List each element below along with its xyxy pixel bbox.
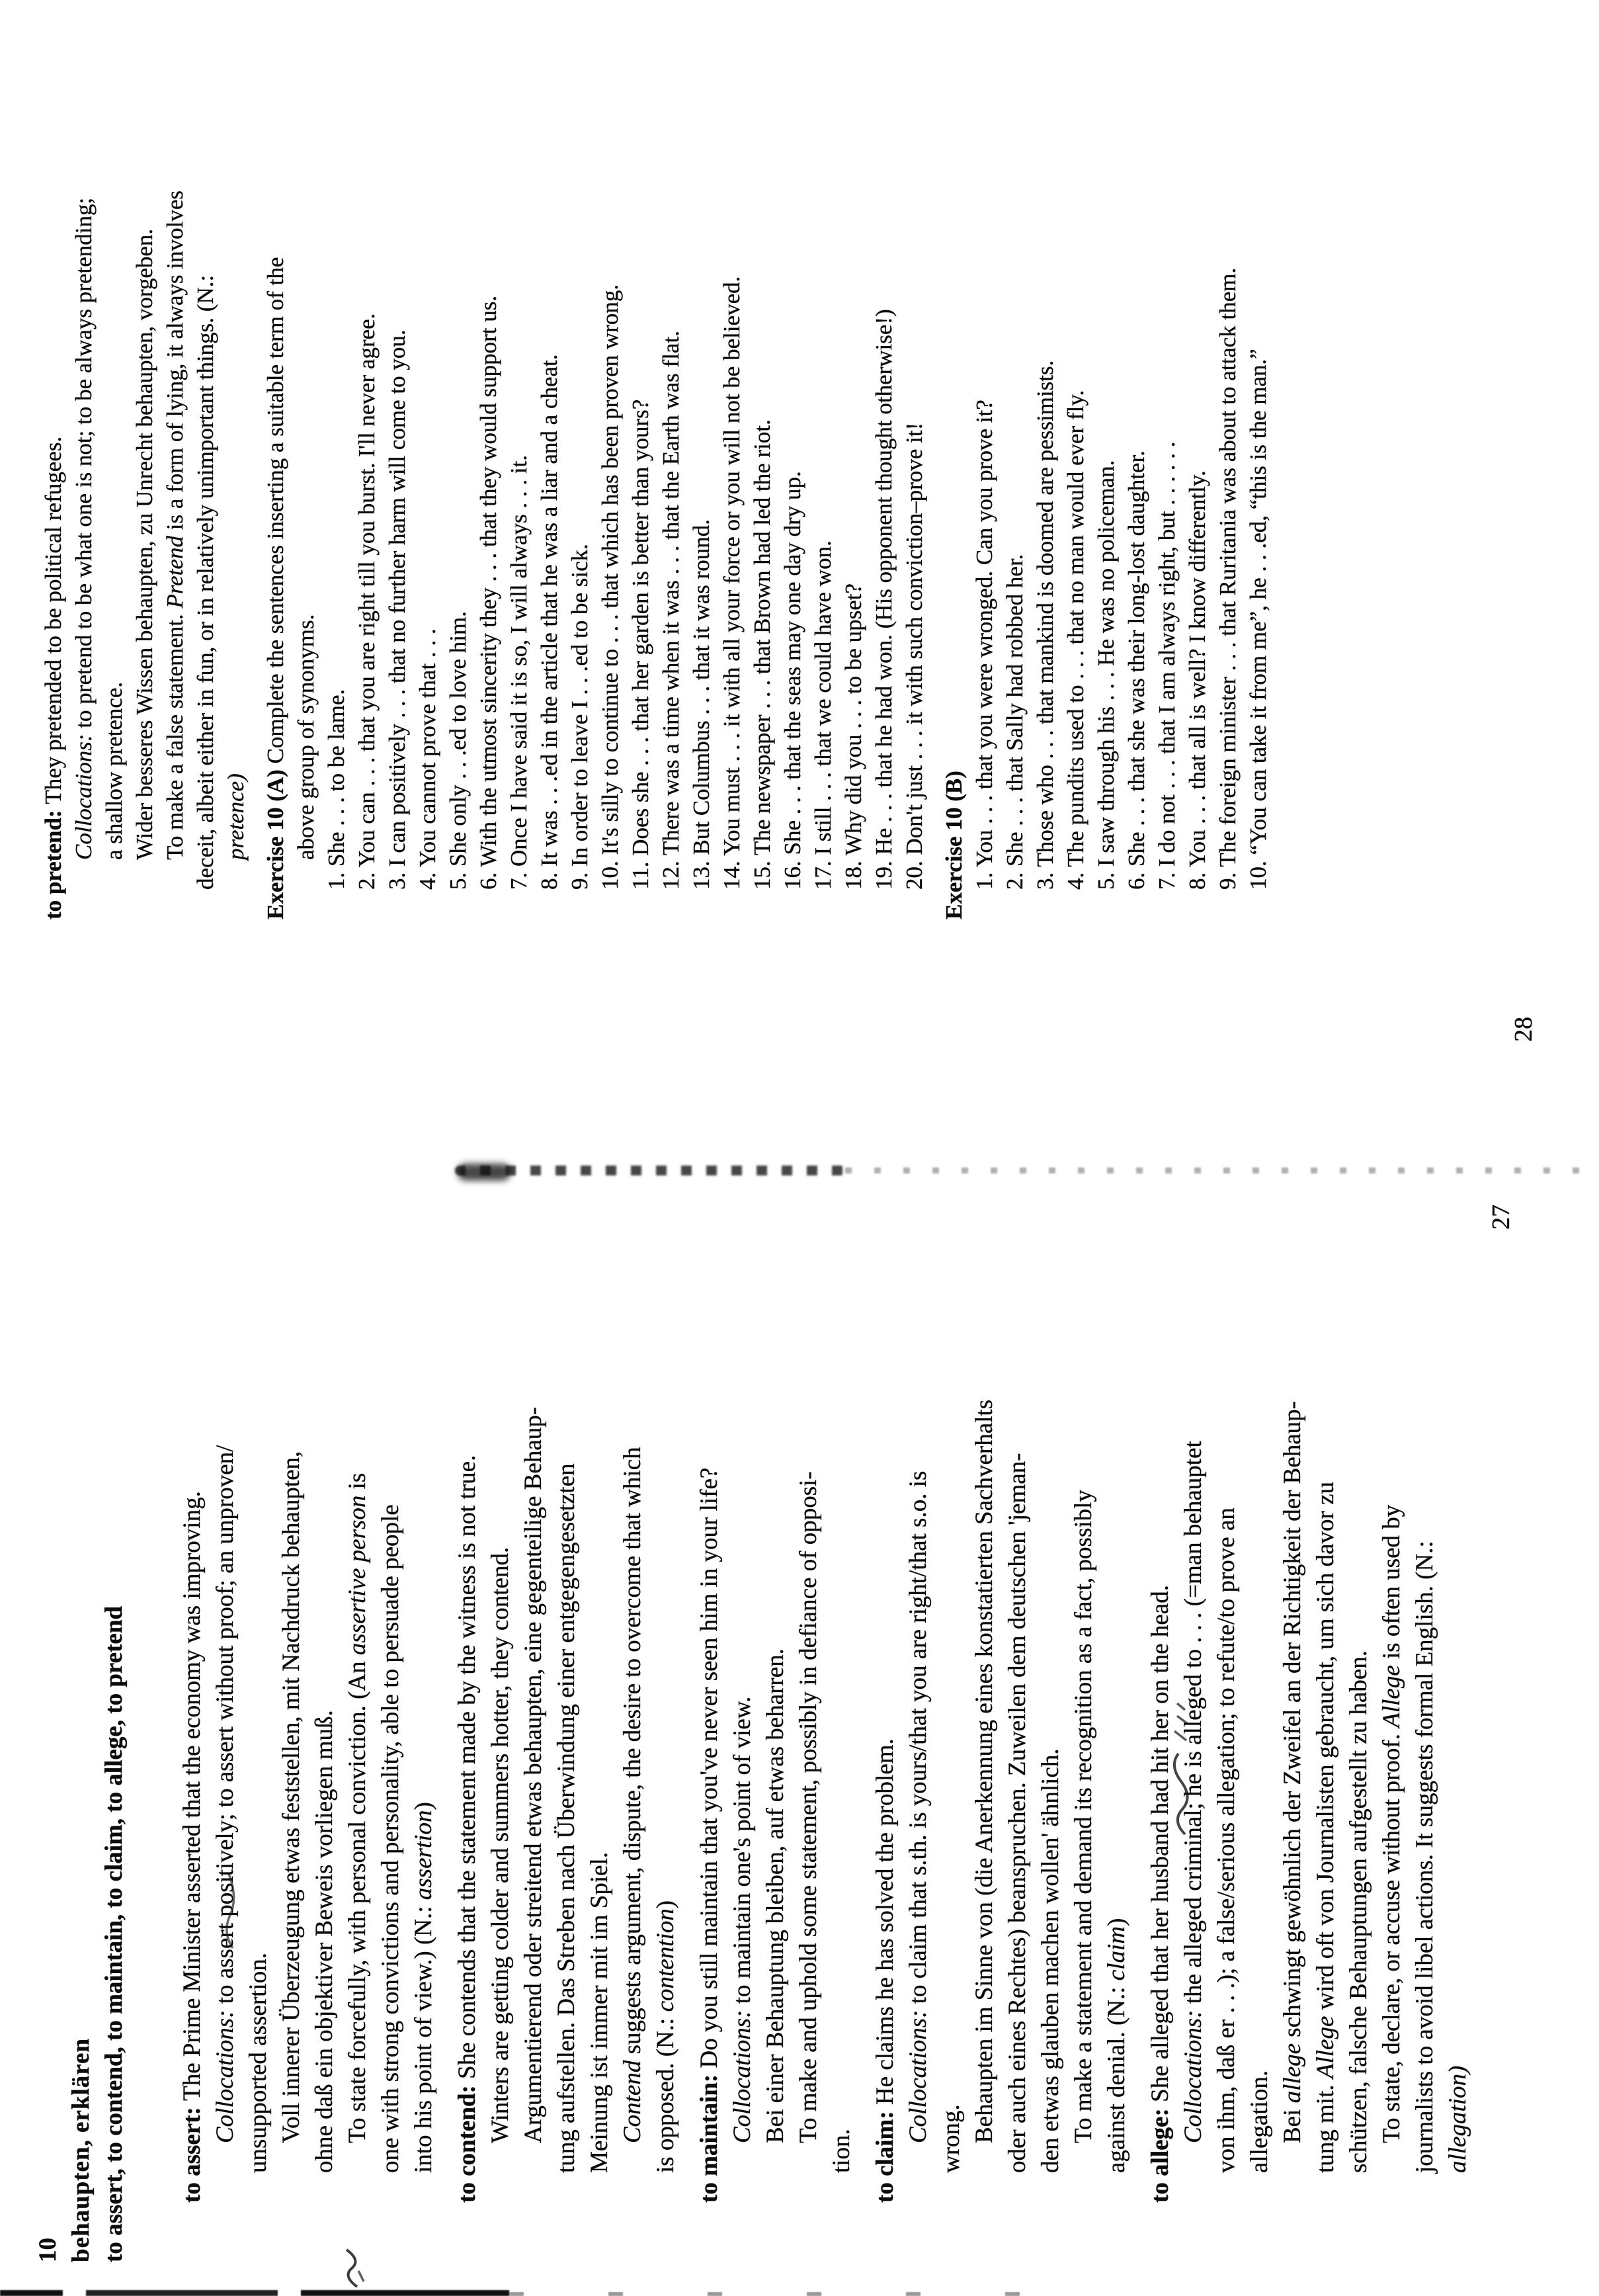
text-line: oder auch eines Rechtes) beanspruchen. Zuweilen dem deutschen 'jeman-: [1004, 1453, 1031, 2173]
gutter-shadow-dashes: [455, 1166, 845, 1175]
exercise-item: 8. You . . . that all is well? I know differently.: [1184, 470, 1210, 890]
exercise-item: 6. With the utmost sincerity they . . . that they would support us.: [475, 295, 501, 890]
page-subtitle: to assert, to contend, to maintain, to claim, to allege, to pretend: [101, 1605, 128, 2262]
exercise-item: 4. The pundits used to . . . that no man would ever fly.: [1063, 390, 1088, 890]
text-line: Collocations: to maintain one's point of view.: [729, 1696, 756, 2143]
text-line: den etwas glauben machen wollen' ähnlich.: [1037, 1748, 1064, 2173]
exercise-item: 15. The newspaper . . . that Brown had led the riot.: [749, 419, 775, 890]
text-line: To make a false statement. Pretend is a form of lying, it always involves: [162, 191, 188, 860]
text-line: To state forcefully, with personal conviction. (An assertive person is: [344, 1472, 371, 2143]
text-line: unsupported assertion.: [245, 1953, 272, 2173]
pen-mark-positively: [220, 1866, 239, 1952]
text-line: tung mit. Allege wird oft von Journalisten gebraucht, um sich davor zu: [1312, 1481, 1339, 2173]
spacer: [131, 1164, 165, 2262]
page-number-27: 27: [1487, 1205, 1515, 1230]
exercise-item: 9. The foreign minister . . . that Ruritania was about to attack them.: [1215, 267, 1241, 890]
exercise-item: 7. Once I have said it is so, I will always . . . it.: [506, 454, 532, 890]
entry-to-pretend: [38, 23, 251, 919]
exercise-item: 8. It was . . .ed in the article that he was a liar and a cheat.: [536, 354, 562, 890]
exercise-item: 2. She . . . that Sally had robbed her.: [1002, 554, 1028, 890]
exercise-item: 6. She . . . that she was their long-lost daughter.: [1124, 450, 1149, 890]
exercise-item: 3. Those who . . . that mankind is doomed are pessimists.: [1032, 360, 1058, 890]
text-line: into his point of view.) (N.: assertion): [410, 1802, 437, 2173]
text-line: Bei allege schwingt gewöhnlich der Zweifel an der Richtigkeit der Behaup-: [1279, 1401, 1306, 2143]
exercise-item: 5. I saw through his . . . He was no policeman.: [1093, 460, 1119, 890]
page-title: behaupten, erklären: [67, 2037, 95, 2262]
text-line: ohne daß ein objektiver Beweis vorliegen muß.: [311, 1710, 338, 2173]
text-line: Collocations: to assert positively; to assert without proof; an unproven/: [212, 1445, 239, 2143]
exercise-item: 1. You . . . that you were wronged. Can you prove it?: [971, 400, 997, 890]
exercise-item: 3. I can positively . . . that no further harm will come to you.: [384, 329, 410, 890]
text-line: To make and uphold some statement, possibly in defiance of opposi-: [795, 1471, 822, 2143]
text-line: one with strong convictions and personality, able to persuade people: [377, 1504, 404, 2173]
exercise-item: 17. I still . . . that we could have won.: [810, 540, 836, 890]
exercise-item: 14. You must . . . it with all your force or you will not be believed.: [719, 276, 745, 890]
text-line: von ihm, daß er . . .); a false/serious allegation; to refute/to prove an: [1213, 1508, 1240, 2173]
text-line: to contend: She contends that the statement made by the witness is not true.: [454, 1455, 481, 2203]
text-line: allegation.: [1246, 2070, 1273, 2173]
exercise-item: 10. It's silly to continue to . . . that which has been proven wrong.: [597, 284, 623, 890]
exercise-item: 5. She only . . .ed to love him.: [445, 611, 471, 890]
page-number-28: 28: [1510, 1017, 1538, 1042]
text-line: above group of synonyms.: [293, 614, 319, 860]
exercise-item: 2. You can . . . that you are right till you burst. I'll never agree.: [354, 313, 380, 890]
chapter-number: 10: [34, 2238, 62, 2262]
text-line: a shallow pretence.: [101, 681, 127, 860]
text-line: allegation): [1444, 2065, 1471, 2173]
entry-to-contend: [451, 1164, 682, 2203]
text-line: Collocations: to pretend to be what one is not; to be always pretending;: [71, 197, 97, 860]
exercise-item: 16. She . . . that the seas may one day dry up.: [780, 471, 805, 890]
exercise-item: 13. But Columbus . . . that it was round.: [688, 519, 714, 890]
text-line: Collocations: to claim that s.th. is yours/that you are right/that s.o. is: [905, 1470, 932, 2143]
exercise-item: 7. I do not . . . that I am always right, but . . . . . .: [1154, 441, 1180, 890]
text-line: Contend suggests argument, dispute, the desire to overcome that which: [619, 1447, 646, 2143]
text-line: to assert: The Prime Minister asserted that the economy was improving.: [179, 1491, 206, 2203]
exercise-item: 1. She . . . to be lame.: [323, 689, 349, 890]
text-line: To state, declare, or accuse without proof. Allege is often used by: [1378, 1504, 1405, 2143]
exercise-heading: Exercise 10 (B): [941, 771, 967, 919]
pen-mark-collocations: [1165, 1681, 1196, 1840]
entry-to-assert: [176, 1164, 440, 2203]
exercise-10b: [939, 23, 1274, 919]
page-28: [38, 23, 1274, 919]
text-line: to pretend: They pretended to be political refugees.: [40, 436, 66, 919]
text-line: pretence): [223, 773, 249, 860]
exercise-item: 18. Why did you . . . to be upset?: [840, 583, 866, 890]
text-line: is opposed. (N.: contention): [652, 1900, 679, 2173]
text-line: to maintain: Do you still maintain that you've never seen him in your life?: [696, 1467, 723, 2203]
exercise-item: 19. He . . . that he had won. (His opponent thought otherwise!): [871, 309, 897, 890]
scan-edge-specks: [509, 2292, 1078, 2296]
text-line: Wider besseres Wissen behaupten, zu Unrecht behaupten, vorgeben.: [132, 228, 157, 860]
page-27: [32, 1164, 1475, 2262]
text-line: Behaupten im Sinne von (die Anerkennung eines konstatierten Sachverhalts: [971, 1399, 998, 2143]
pen-mark-margin: [323, 2225, 369, 2291]
exercise-item: 20. Don't just . . . it with such conviction–prove it!: [901, 422, 927, 890]
text-line: journalists to avoid libel actions. It suggests formal English. (N.:: [1411, 1541, 1438, 2173]
gutter-shadow-faint: [845, 1168, 1599, 1173]
exercise-item: 11. Does she . . . that her garden is better than yours?: [628, 399, 653, 890]
text-line: to claim: He claims he has solved the problem.: [872, 1738, 899, 2203]
exercise-10a: [261, 23, 930, 919]
text-line: against denial. (N.: claim): [1103, 1918, 1130, 2173]
text-line: To make a statement and demand its recognition as a fact, possibly: [1070, 1490, 1097, 2143]
entry-to-claim: [869, 1164, 1133, 2203]
text-line: schützen, falsche Behauptungen aufgestellt zu haben.: [1345, 1650, 1372, 2173]
text-line: Winters are getting colder and summers hotter, they contend.: [487, 1547, 514, 2143]
exercise-heading: Exercise 10 (A) Complete the sentences inserting a suitable term of the: [263, 257, 288, 919]
text-line: tion.: [828, 2129, 855, 2173]
text-line: Meinung ist immer mit im Spiel.: [586, 1851, 613, 2173]
exercise-item: 12. There was a time when it was . . . that the Earth was flat.: [658, 331, 684, 890]
text-line: Collocations: the alleged criminal; he is alleged to . . . (=man behauptet: [1180, 1441, 1207, 2143]
text-line: Bei einer Behauptung bleiben, auf etwas beharren.: [762, 1648, 789, 2143]
text-line: tung aufstellen. Das Streben nach Überwindung einer entgegengesetzten: [553, 1463, 580, 2173]
entry-to-maintain: [693, 1164, 858, 2203]
exercise-item: 4. You cannot prove that . . .: [415, 628, 440, 890]
text-line: wrong.: [938, 2104, 965, 2173]
exercise-item: 9. In order to leave I . . .ed to be sick.: [567, 544, 593, 890]
text-line: to allege: She alleged that her husband had hit her on the head.: [1147, 1585, 1174, 2203]
text-line: Argumentierend oder streitend etwas behaupten, eine gegenteilige Behaup-: [520, 1406, 547, 2143]
scan-edge-dark: [0, 2290, 509, 2296]
text-line: deceit, albeit either in fun, or in relatively unimportant things. (N.:: [192, 275, 218, 890]
exercise-item: 10. “You can take it from me”, he . . .ed, “this is the man.”: [1245, 349, 1271, 890]
text-line: Voll innerer Überzeugung etwas feststellen, mit Nachdruck behaupten,: [278, 1451, 305, 2143]
